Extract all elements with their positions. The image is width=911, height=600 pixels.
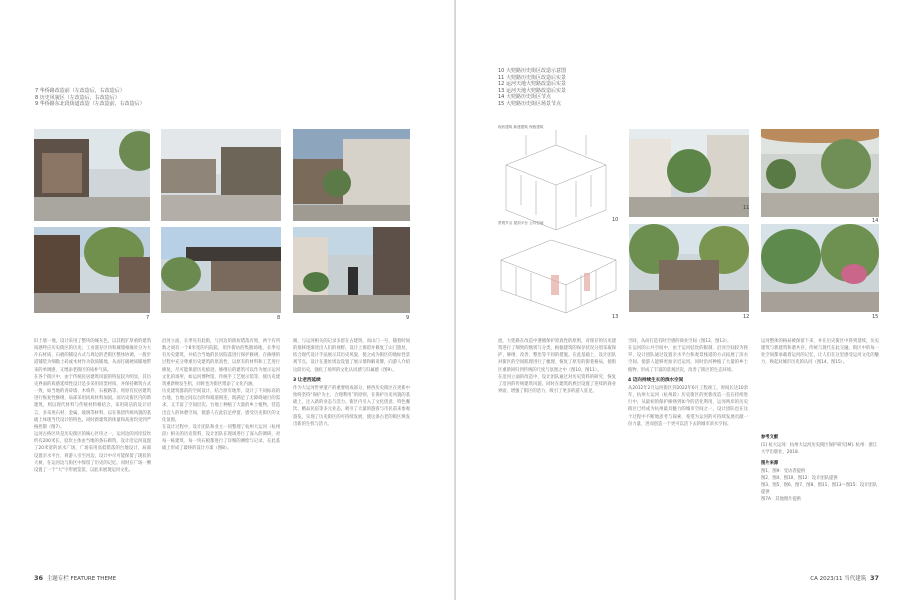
section-heading: 4 迈向持续生长的滨水空间 — [628, 377, 684, 383]
paragraph: 在设计过程中，设计团队和业主一同整理了杭州大运河（杭州段）相关的历史资料，设计团队在现场进行了深入的调研，对每一栋建筑、每一块石板都进行了详细的测绘与记录，在此基础上形成了最终的设计方案（图8）。 — [162, 424, 280, 452]
body-column-1 — [34, 338, 151, 568]
photo-number: 10 — [612, 217, 619, 223]
diagram-label: 公共空间 — [529, 221, 544, 225]
body-column-2 — [628, 338, 748, 568]
magazine-label: CA 2023/11 当代建筑 — [810, 576, 867, 582]
left-folio — [34, 574, 116, 582]
caption: 12 运河天地大兜路改造后实景 — [498, 81, 566, 88]
paragraph: 在各个街区中，由于传统民居建筑风貌的特征较为明显，其历史界面的质感延续性设计是多采用同类材质，并保持砌筑方式一致，如当地的青砖墙、木构件、石板路等。将原有民居建筑进行恢复性修缮，局部采用同质材料加固。而历史街区内的新建筑，则以现代材料与传统材料相结合，采用简洁的设计语言，多采用石材、金属、玻璃等材料，以在保留传统风貌的基础上体现当代设计的特色。同时新建筑的体量和高度均受到严格控制（图7）。 — [34, 374, 151, 430]
photo-street-before — [34, 129, 150, 221]
photo-street-trees — [629, 224, 749, 312]
page-number: 37 — [869, 574, 879, 582]
references-title: 参考文献 — [761, 435, 779, 440]
left-page — [0, 0, 455, 600]
caption: 9 华侨路东北段街道改造（左改造前，右改造后） — [35, 101, 145, 108]
body-column-3 — [761, 338, 879, 418]
diagram-label: 景观节点 — [498, 221, 513, 225]
body-column-2 — [162, 338, 280, 568]
photo-umbrella-square — [761, 129, 879, 217]
caption: 13 运河天地大兜路改造后实景 — [498, 87, 566, 94]
diagram-labels-lower — [498, 221, 543, 225]
photo-number: 8 — [277, 315, 281, 321]
photo-number: 9 — [406, 315, 410, 321]
photo-old-building — [161, 129, 281, 221]
left-captions — [35, 88, 145, 108]
photo-courtyard-garden — [761, 224, 879, 312]
page-number: 36 — [34, 574, 44, 582]
right-captions — [498, 68, 566, 108]
diagram-label: 现状建筑 — [498, 125, 513, 129]
reference-item: [1] 杭大运河：杭州大运河历史街区保护研究[M]. 杭州：浙江大学出版社，2018. — [761, 443, 878, 455]
paragraph: 空间，从而打造有时空感的商业空间（图12，图13）。 — [628, 339, 732, 344]
photo-white-buildings — [629, 129, 749, 217]
photo-pavilion — [161, 227, 281, 313]
photo-number: 14 — [872, 218, 879, 224]
paragraph: 流，大兜路在改造中遵循保护原真性的原则，对现存的历史建筑进行了细致的甄别与分类，根据建筑的保存状况分别采取保护、修缮、改善、整治等不同的措施。在此基础上，设计团队对街区的空间肌理进行了梳理，恢复了原有的街巷格局，使街区重新回归到传统的尺度与氛围之中（图10，图11）。 — [498, 339, 616, 373]
diagram-label: 屋顶平台 — [513, 221, 528, 225]
body-column-3 — [293, 338, 410, 568]
diagram-drawing — [496, 125, 620, 315]
photo-number: 7 — [146, 315, 150, 321]
paragraph: 历史建筑群前的空间设计，结合原有地形，设计了不同标高的台地，台地之间以台阶和坡道相连，既满足了无障碍通行的需求，又丰富了空间层次。台地上种植了大量的乡土植物，营造出宜人的休憩空间，使游人在此驻足停留，感受历史街区的文化氛围。 — [162, 389, 280, 423]
paragraph: 运河整体的格局被保留下来，并在历史街区中得到延续，历史建筑与新建筑和谐共存，传统与现代在此交融，街区中的每一处空间都承载着运河的记忆，让人们在这里感受运河文化的魅力，唤起对城市历史的认同（图14，图15）。 — [761, 339, 879, 366]
photo-white-wall — [293, 129, 410, 221]
caption: 7 华侨路改造前（左改造后，右改造后） — [35, 88, 125, 94]
section-label: 主题专栏 FEATURE THEME — [46, 576, 117, 582]
right-page — [456, 0, 911, 600]
diagram-label: 保留建筑 — [529, 125, 544, 129]
paragraph: 从2012年2月运河街区到2022年6月工程竣工，时间长达10余年，杭州大运河（杭州段）历史街区的更新改造一直在持续进行中，从最初的保护修缮到如今的活化利用，运河两岸的历史街区已经成为杭州最具魅力的城市空间之一，设计团队也在这个过程中不断地思考与探索，希望为运河的可持续发展贡献一份力量，进而创造一个更可以活下去的城市滨水空间。 — [628, 385, 748, 427]
right-folio — [810, 574, 879, 582]
caption: 14 大兜路历史街区节点 — [498, 94, 551, 101]
paragraph: 在运河的公共空间中，由于运河驳坎的限制，沿河空间较为狭窄，设计团队通过设置亲水平台和观景栈道的方式拓展了滨水空间，使游人能够更加亲近运河。同时沿河种植了大量的乡土植物，形成了丰富的景观层次，改善了街区的生态环境。 — [628, 346, 748, 373]
section-heading: 3 让老西延续 — [293, 377, 321, 383]
credit-item: 图2、图4、图10、图12：设计团队提供 — [761, 476, 838, 481]
photo-number: 11 — [743, 205, 750, 211]
paragraph: 作为大运河世界遗产的重要组成部分，桥西历史街区在更新中始终坚持“保护为主、合理利用”的原则，在保护历史风貌的基础上，注入新的业态与活力。街区内引入了文化创意、特色餐饮、精品民宿等多元业态，吸引了大量的游客与市民前来参观游览，实现了历史街区的可持续发展，使这条古老的街区焕发出新的生机与活力。 — [293, 385, 410, 427]
caption: 11 大兜路历史街区改造后实景 — [498, 74, 566, 81]
caption: 8 历史风貌区（左改造后，右改造后） — [35, 94, 120, 101]
caption: 15 大兜路历史街区场景节点 — [498, 100, 561, 107]
paragraph: 旧土墙一地，设计采用了整块的城灰色，以其粗犷厚重的建筑质感呼应历史街区的历史；工业遗存区块和城墙相缘处分为大片石材质，石板的铺设方式与周边的老街区整体协调，一般步道铺装为细黏土砖或木材作为软质铺地，从而打破硬质铺地带来的单调感，又增添老街区的质朴气质。 — [34, 339, 151, 373]
caption: 10 大兜路历史街区改造示意图 — [498, 68, 566, 74]
credit-item: 图7A：其他图片提供 — [761, 497, 802, 502]
diagram-label: 新建建筑 — [513, 125, 528, 129]
photo-street-after — [34, 227, 150, 313]
photo-number: 13 — [612, 314, 619, 320]
paragraph: 在沿河立面的改造中，设计团队通过对历史资料的研究，恢复了沿河的传统建筑风貌。同时在建筑的底层设置了连续的商业界面，增强了街区的活力，吸引了更多的游人驻足。 — [498, 374, 616, 395]
paragraph: 运河古桥区块是历史街区的核心区块之一，运河边的河岸驳坎约有200米长，驳坎主体由当地的条石砌筑，设计沿运河设置了20米宽的滨水广场，广场采用高低错落的台地设计，局部设置亲水平台，将游人引至河边，设计中尽可能保留了现状的大树，在运河边与街区中保留了历史的记忆。同时在广场一侧设置了一个“大”字形展览馆，以此来展现运河文化。 — [34, 432, 151, 473]
credit-item: 图3、图5、图6、图7、图8、图11、图13～图15：设计团队提供 — [761, 483, 878, 495]
photo-number: 12 — [743, 314, 750, 320]
paragraph: 沿河立面，长季见有此街，与河边的街坊错落有致，两个有所数之间有一个8米宽的内院院，用作街坊的集散场地，长季见有历史建筑，并结合当地的民居院落进行保护修缮，在修缮的过程中充分尊重历史建筑的原真性，以原有的材料和工艺进行修复，尽可能保留历史痕迹，修缮后的建筑可以作为展示运河文化的场所，如运河博物馆、传统手工艺展示馆等，使历史建筑重新焕发生机，同时也为街区增添了文化内涵。 — [162, 339, 280, 387]
paragraph: 阁，与运河相关的记录多留在古建筑，而山门一号，随着时间的推移逐渐淡出人们的视野。设计上保留并修复了山门遗址，结合现代设计手法展示其历史风貌，使之成为街区的地标性景观节点，设计在遗址周边设置了展示墙和解说牌，向游人介绍这段历史，强化了场所的文化认同感与归属感（图9）。 — [293, 339, 410, 373]
body-column-1 — [498, 338, 616, 568]
references — [761, 434, 879, 503]
image-credits-title: 图片来源 — [761, 461, 779, 466]
diagram-labels — [498, 125, 543, 129]
axonometric-diagram — [496, 125, 620, 315]
photo-number: 15 — [872, 314, 879, 320]
credit-item: 图1、图9：受访者提供 — [761, 469, 806, 474]
photo-alley-pedestrian — [293, 227, 410, 313]
